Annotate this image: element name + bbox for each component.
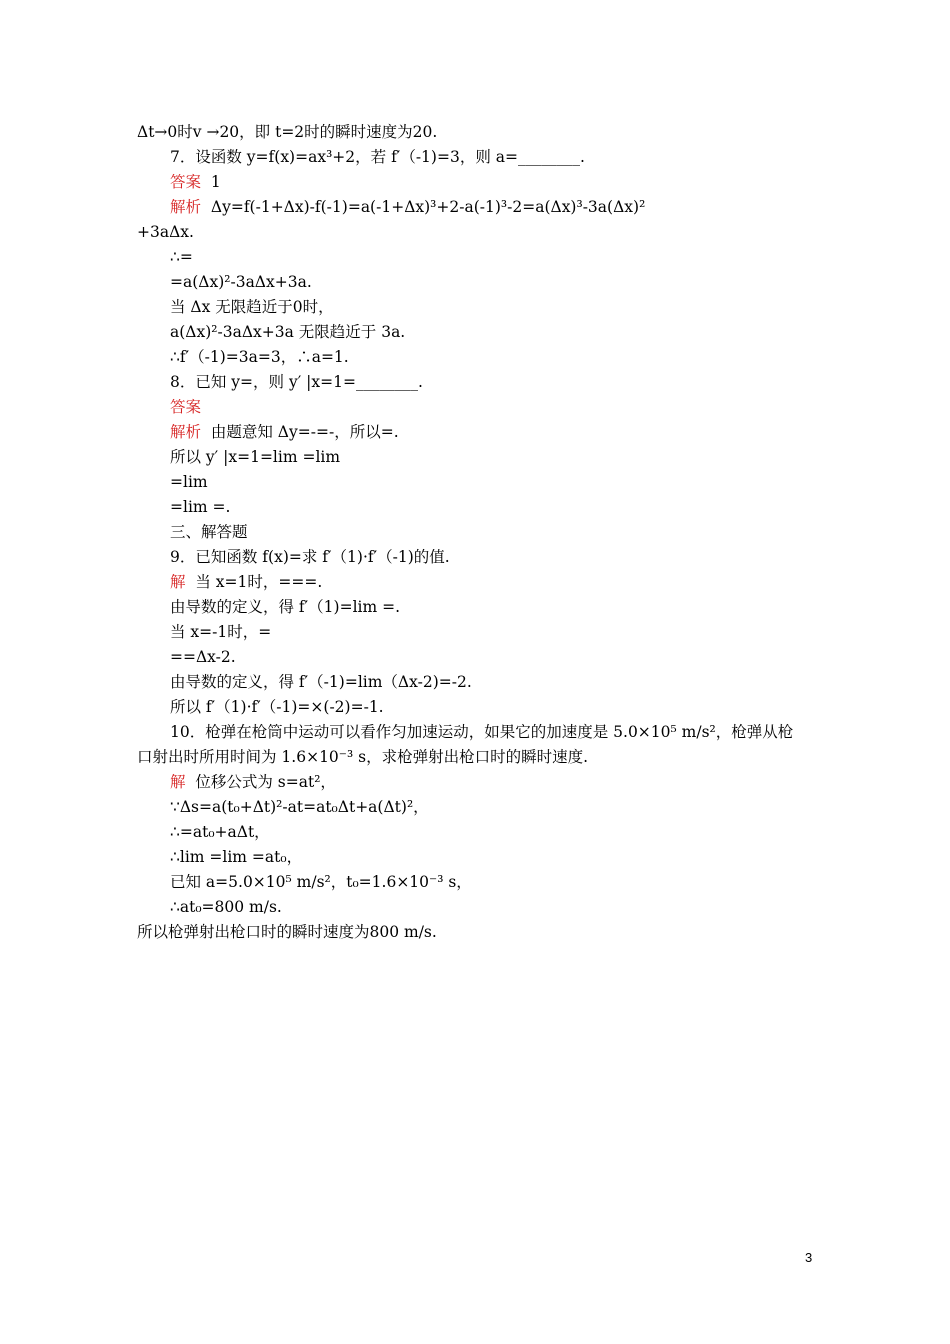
text-line: ∴= [170, 248, 193, 266]
question-9: 9．已知函数 f(x)=求 f′（1)·f′（-1)的值. [170, 548, 450, 566]
text-line: ∴lim =lim =at₀， [170, 848, 303, 866]
answer-label: 答案 [170, 398, 202, 416]
text-line: ∴at₀=800 m/s. [170, 898, 282, 916]
text-line: Δt→0时v →20，即 t=2时的瞬时速度为20. [137, 123, 438, 141]
analysis-label: 解析 [170, 198, 202, 216]
solution-label: 解 [170, 573, 186, 591]
solution-label: 解 [170, 773, 186, 791]
text-line: 由导数的定义，得 f′（1)=lim =. [170, 598, 401, 616]
analysis-label: 解析 [170, 423, 202, 441]
text-line: 已知 a=5.0×10⁵ m/s²，t₀=1.6×10⁻³ s， [170, 873, 472, 891]
answer-label: 答案 [170, 173, 202, 191]
text-line: =lim [170, 473, 208, 491]
text-line: 由导数的定义，得 f′（-1)=lim（Δx-2)=-2. [170, 673, 472, 691]
conclusion-line: 所以枪弹射出枪口时的瞬时速度为800 m/s. [137, 923, 437, 941]
text-line: ∴f′（-1)=3a=3，∴a=1. [170, 348, 349, 366]
text-line: a(Δx)²-3aΔx+3a 无限趋近于 3a. [170, 323, 406, 341]
text-line: =a(Δx)²-3aΔx+3a. [170, 273, 312, 291]
text-line: 当 Δx 无限趋近于0时， [170, 298, 334, 316]
text-line: 所以 y′ |x=1=lim =lim [170, 448, 341, 466]
answer-line: 答案 1 [170, 173, 221, 191]
analysis-line: 解析 Δy=f(-1+Δx)-f(-1)=a(-1+Δx)³+2-a(-1)³-2=a(Δx)³-3a(Δx)² [170, 198, 646, 216]
solution-line: 解 当 x=1时，===. [170, 573, 323, 591]
text-line: =lim =. [170, 498, 231, 516]
solution-line: 解 位移公式为 s=at²， [170, 773, 336, 791]
text-line: 口射出时所用时间为 1.6×10⁻³ s，求枪弹射出枪口时的瞬时速度. [137, 748, 588, 766]
text-line: 所以 f′（1)·f′（-1)=×(-2)=-1. [170, 698, 384, 716]
text-line: ∴=at₀+aΔt， [170, 823, 270, 841]
answer-line [170, 396, 201, 418]
question-7: 7．设函数 y=f(x)=ax³+2，若 f′（-1)=3，则 a=________. [170, 148, 585, 166]
text-line: 当 x=-1时，= [170, 623, 272, 641]
text-line: +3aΔx. [137, 223, 194, 241]
section-heading: 三、解答题 [170, 523, 248, 541]
analysis-line: 解析 由题意知 Δy=-=-，所以=. [170, 423, 399, 441]
text-line: ∵Δs=a(t₀+Δt)²-at=at₀Δt+a(Δt)²， [170, 798, 429, 816]
page-number: 3 [805, 1250, 813, 1265]
question-8: 8．已知 y=，则 y′ |x=1=________. [170, 373, 423, 391]
question-10: 10．枪弹在枪筒中运动可以看作匀加速运动，如果它的加速度是 5.0×10⁵ m/s²，枪弹从枪 [170, 723, 794, 741]
text-line: ==Δx-2. [170, 648, 236, 666]
